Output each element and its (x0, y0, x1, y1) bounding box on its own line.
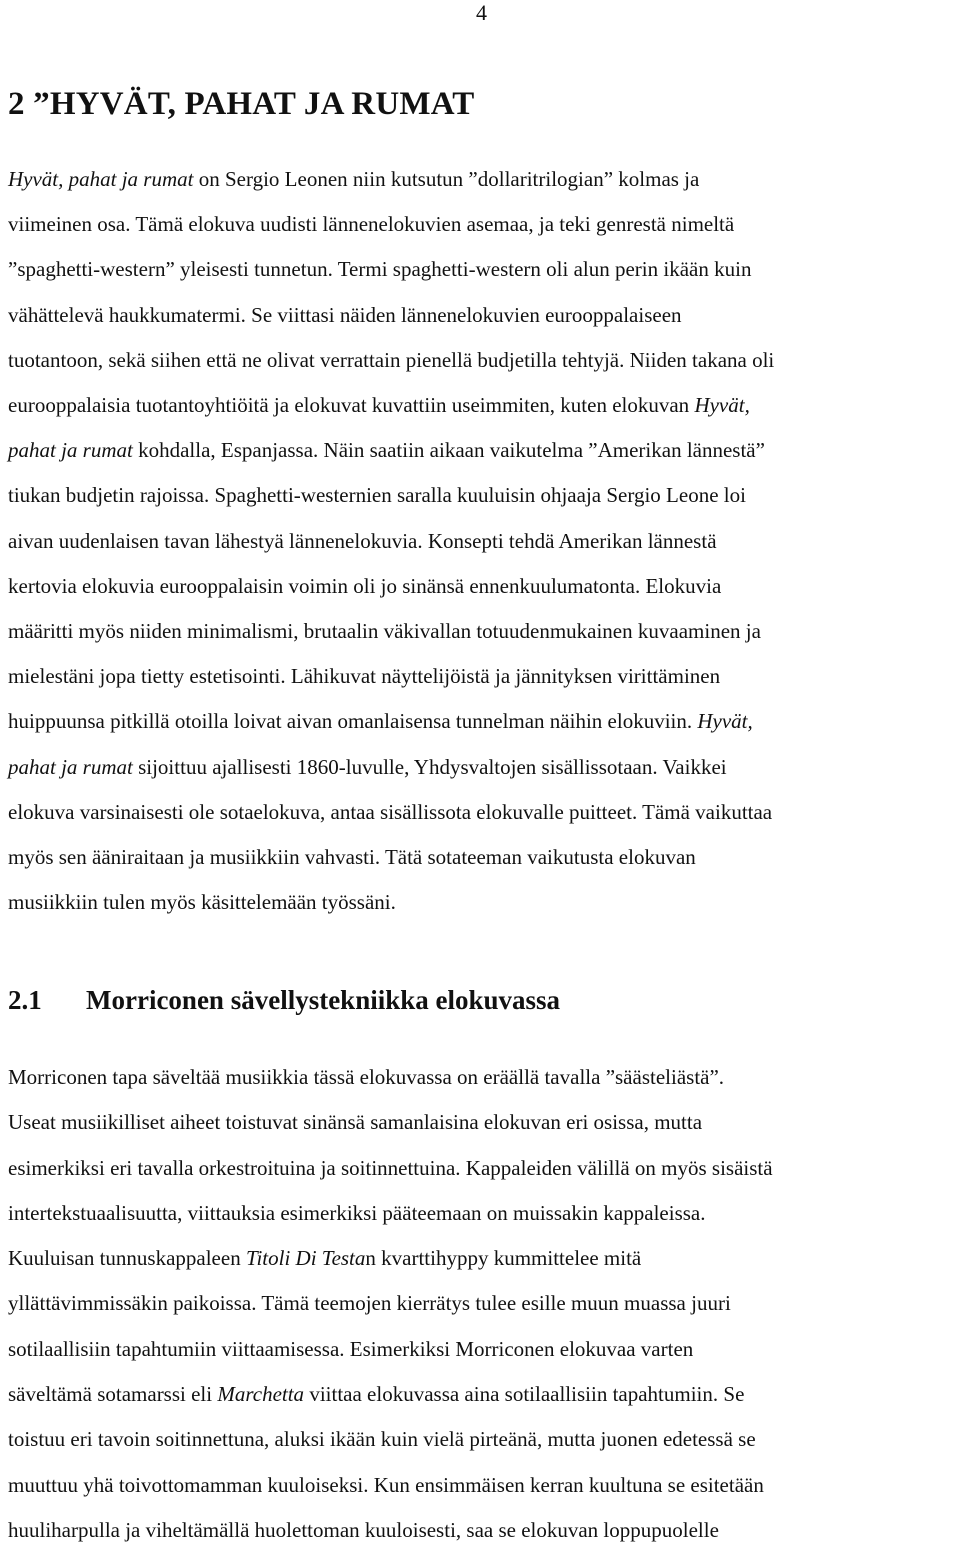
text-run: mielestäni jopa tietty estetisointi. Lähikuvat näyttelijöistä ja jännityksen virittäminen (8, 664, 721, 689)
text-line (8, 1055, 943, 1100)
text-line (8, 1508, 943, 1553)
text-line (8, 338, 943, 383)
text-line (8, 202, 943, 247)
section-title: Morriconen sävellystekniikka elokuvassa (86, 985, 561, 1015)
text-run: Useat musiikilliset aiheet toistuvat sinänsä samanlaisina elokuvan eri osissa, mutta (8, 1110, 703, 1135)
text-line (8, 1100, 943, 1145)
text-run: musiikkiin tulen myös käsittelemään työssäni. (8, 890, 396, 915)
italic-title-run: Hyvät, (697, 709, 753, 734)
text-run: vähättelevä haukkumatermi. Se viittasi näiden lännenelokuvien eurooppalaiseen (8, 302, 682, 327)
italic-title-run: pahat ja rumat (8, 438, 133, 463)
text-line (8, 790, 943, 835)
text-run: esimerkiksi eri tavalla orkestroituina ja soitinnettuina. Kappaleiden välillä on myös sisäistä (8, 1155, 773, 1180)
text-run: viimeinen osa. Tämä elokuva uudisti lännenelokuvien asemaa, ja teki genrestä nimeltä (8, 212, 735, 237)
paragraph-section (8, 1055, 943, 1553)
text-line (8, 1327, 943, 1372)
text-run: sijoittuu ajallisesti 1860-luvulle, Yhdysvaltojen sisällissotaan. Vaikkei (132, 754, 727, 779)
text-run: aivan uudenlaisen tavan lähestyä lännenelokuvia. Konsepti tehdä Amerikan lännestä (8, 528, 717, 553)
text-line (8, 1372, 943, 1417)
text-run: myös sen ääniraitaan ja musiikkiin vahvasti. Tätä sotateeman vaikutusta elokuvan (8, 845, 696, 870)
text-line (8, 428, 943, 473)
text-run: muuttuu yhä toivottomamman kuuloiseksi. Kun ensimmäisen kerran kuultuna se esitetään (8, 1472, 764, 1497)
text-run: tiukan budjetin rajoissa. Spaghetti-westernien saralla kuuluisin ohjaaja Sergio Leone loi (8, 483, 746, 508)
text-line (8, 1417, 943, 1462)
text-line (8, 745, 943, 790)
page-number: 4 (476, 0, 487, 25)
text-run: huippuunsa pitkillä otoilla loivat aivan omanlaisensa tunnelman näihin elokuviin. (8, 709, 698, 734)
text-run: toistuu eri tavoin soitinnettuna, aluksi ikään kuin vielä pirteänä, mutta juonen edetessä se (8, 1427, 756, 1452)
section-heading (8, 982, 560, 1018)
text-line (8, 880, 943, 925)
text-run: huuliharpulla ja viheltämällä huolettoman kuuloisesti, saa se elokuvan loppupuolelle (8, 1517, 719, 1542)
text-line (8, 835, 943, 880)
text-run: säveltämä sotamarssi eli (8, 1382, 218, 1407)
text-line (8, 1146, 943, 1191)
text-run: intertekstuaalisuutta, viittauksia esimerkiksi pääteemaan on muissakin kappaleissa. (8, 1200, 706, 1225)
text-run: viittaa elokuvassa aina sotilaallisiin tapahtumiin. Se (304, 1382, 745, 1407)
text-run: yllättävimmissäkin paikoissa. Tämä teemojen kierrätys tulee esille muun muassa juuri (8, 1291, 731, 1316)
text-line (8, 473, 943, 518)
italic-title-run: Hyvät, pahat ja rumat (8, 167, 194, 191)
italic-title-run: Marchetta (217, 1382, 305, 1407)
text-line (8, 157, 943, 202)
text-line (8, 1281, 943, 1326)
text-run: n kvarttihyppy kummittelee mitä (365, 1246, 642, 1271)
text-run: Morriconen tapa säveltää musiikkia tässä elokuvassa on eräällä tavalla ”säästeliästä”. (8, 1065, 725, 1089)
text-run: elokuva varsinaisesti ole sotaelokuva, antaa sisällissota elokuvalle puitteet. Tämä vaikuttaa (8, 799, 773, 824)
italic-title-run: Hyvät, (694, 393, 750, 418)
text-run: kertovia elokuvia eurooppalaisin voimin oli jo sinänsä ennenkuulumatonta. Elokuvia (8, 573, 722, 598)
text-run: on Sergio Leonen niin kutsutun ”dollaritrilogian” kolmas ja (193, 167, 700, 191)
text-line (8, 383, 943, 428)
text-line (8, 699, 943, 744)
text-line (8, 293, 943, 338)
italic-title-run: Titoli Di Testa (245, 1246, 366, 1271)
italic-title-run: pahat ja rumat (8, 754, 133, 779)
paragraph-intro (8, 157, 943, 925)
chapter-title: 2 ”HYVÄT, PAHAT JA RUMAT (8, 86, 475, 122)
text-run: sotilaallisiin tapahtumiin viittaamisessa. Esimerkiksi Morriconen elokuvaa varten (8, 1336, 694, 1361)
text-line (8, 1191, 943, 1236)
section-number: 2.1 (8, 985, 42, 1015)
text-line (8, 564, 943, 609)
text-run: Kuuluisan tunnuskappaleen (8, 1246, 246, 1271)
text-run: ”spaghetti-western” yleisesti tunnetun. Termi spaghetti-western oli alun perin ikään kuin (8, 257, 752, 282)
text-line (8, 1236, 943, 1281)
text-run: eurooppalaisia tuotantoyhtiöitä ja elokuvat kuvattiin useimmiten, kuten elokuvan (8, 393, 695, 418)
text-line (8, 654, 943, 699)
text-line (8, 609, 943, 654)
text-run: tuotantoon, sekä siihen että ne olivat verrattain pienellä budjetilla tehtyjä. Niiden takana oli (8, 347, 775, 372)
text-line (8, 247, 943, 292)
text-line (8, 1463, 943, 1508)
text-line (8, 519, 943, 564)
text-run: määritti myös niiden minimalismi, brutaalin väkivallan totuudenmukainen kuvaaminen ja (8, 619, 761, 644)
text-run: kohdalla, Espanjassa. Näin saatiin aikaan vaikutelma ”Amerikan lännestä” (132, 438, 765, 463)
